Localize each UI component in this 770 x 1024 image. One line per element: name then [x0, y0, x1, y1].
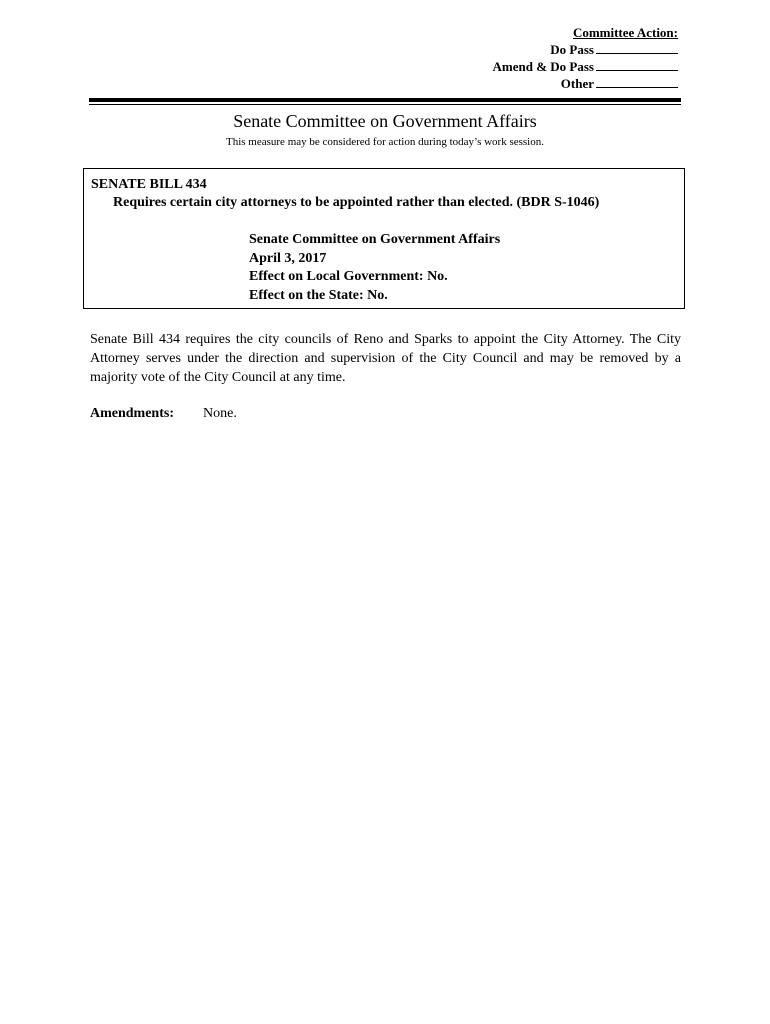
committee-action-block	[493, 24, 678, 92]
committee-subtitle: This measure may be considered for action during today’s work session.	[225, 136, 544, 148]
sponsored-by-value: Senate Committee on Government Affairs	[249, 232, 501, 247]
amendments-line	[90, 404, 237, 423]
fiscal-impact-local-value: Effect on Local Government: No.	[249, 269, 448, 284]
do-pass-label: Do Pass	[550, 42, 594, 57]
committee-action-title: Committee Action:	[572, 25, 678, 40]
other-blank-line[interactable]	[596, 75, 678, 88]
committee-action-option-do-pass	[493, 41, 678, 58]
bill-summary: Requires certain city attorneys to be appointed rather than elected. (BDR S-1046)	[113, 195, 600, 210]
header-divider-thin	[89, 104, 681, 105]
bill-description-paragraph: Senate Bill 434 requires the city councils of Reno and Sparks to appoint the City Attorney. The City Attorney serves under the direction and supervision of the City Council and may be removed by a majority vote of the City Council at any time.	[90, 332, 681, 385]
amendments-value: None.	[203, 406, 237, 421]
amend-do-pass-label: Amend & Do Pass	[492, 59, 594, 74]
amend-do-pass-blank-line[interactable]	[596, 58, 678, 71]
committee-action-option-amend-do-pass	[493, 58, 678, 75]
other-label: Other	[560, 76, 594, 91]
date-heard-value: April 3, 2017	[249, 250, 327, 266]
bill-number: SENATE BILL 434	[91, 177, 207, 192]
header-divider-thick	[89, 98, 681, 102]
committee-action-option-other	[493, 75, 678, 92]
bill-summary-box	[83, 168, 685, 309]
do-pass-blank-line[interactable]	[596, 41, 678, 54]
amendments-label: Amendments:	[90, 406, 174, 421]
fiscal-impact-state-value: Effect on the State: No.	[249, 287, 388, 303]
committee-title: Senate Committee on Government Affairs	[233, 111, 537, 131]
